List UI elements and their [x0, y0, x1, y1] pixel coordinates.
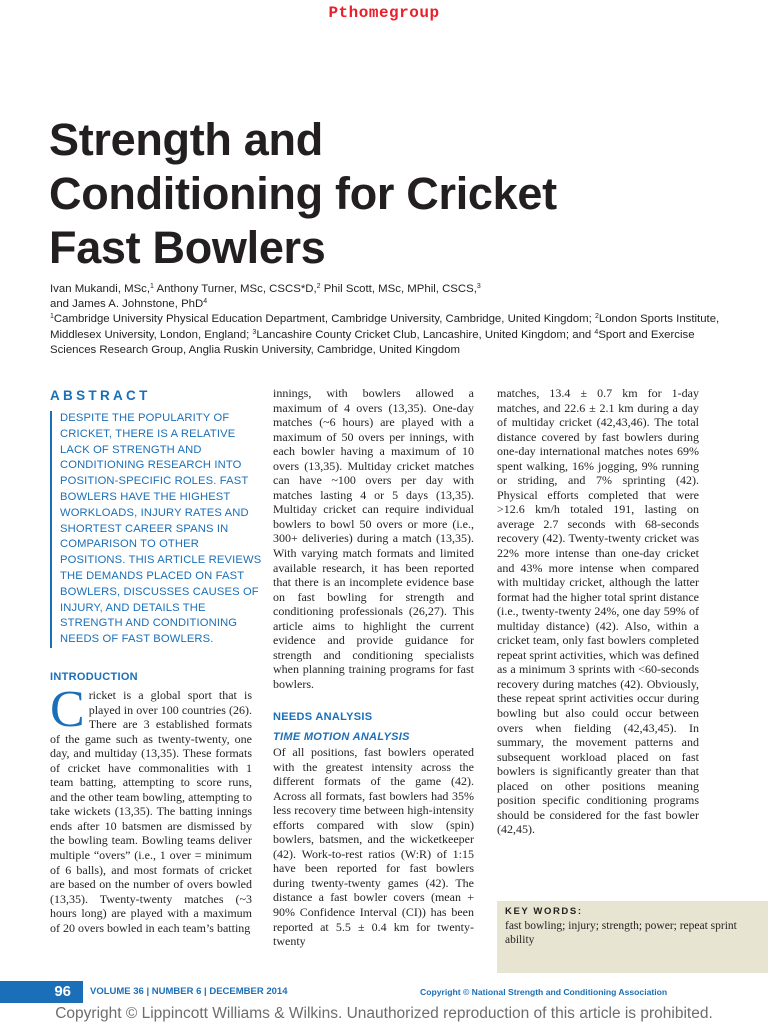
- affil-2: London Sports Institute, Middlesex University, London, England;: [50, 313, 720, 341]
- page-number: 96: [0, 981, 83, 1003]
- time-motion-body: Of all positions, fast bowlers operated with the greatest intensity across the different formats of the game (42). Across all formats, fast bowlers had 35% less recovery time between high-intensity efforts compared with slow (spin) bowlers, batsmen, and the wicketkeeper (42). Work-to-rest ratios (W:R) of 1:15 have been reported for fast bowlers during twenty-twenty games (42). The distance a fast bowler covers (mean + 90% Confidence Interval (CI)) has been reported at 5.5 ± 0.4 km for twenty-twenty: [273, 745, 474, 949]
- author-1: Ivan Mukandi, MSc,: [50, 283, 151, 295]
- affiliations: [50, 312, 720, 358]
- needs-analysis-heading: NEEDS ANALYSIS: [273, 711, 373, 723]
- author-4-sup: 4: [203, 298, 208, 306]
- abstract-heading: ABSTRACT: [50, 388, 151, 403]
- author-3: Phil Scott, MSc, MPhil, CSCS,: [320, 283, 477, 295]
- article-title: [49, 113, 739, 275]
- title-line-1: Strength and: [49, 114, 323, 165]
- volume-info: VOLUME 36 | NUMBER 6 | DECEMBER 2014: [90, 986, 288, 997]
- introduction-body: ricket is a global sport that is played in over 100 countries (26). There are 3 established formats of the game such as twenty-twenty, one day, and multiday (13,35). These formats of cricket have commonalities with 1 team batting, attempting to score runs, and the other team bowling, attempting to take wickets (13,35). The batting innings ends after 10 batsmen are dismissed by the bowling team. Bowling teams deliver multiple “overs” (i.e., 1 over = minimum of 6 balls), and most formats of cricket are based on the number of overs bowled (13,35). Twenty-twenty matches (~3 hours long) are played with a maximum of 20 overs bowled in each team’s batting: [50, 688, 252, 935]
- affil-1-sup: 1: [50, 313, 54, 321]
- column-3-text: [497, 386, 699, 837]
- title-line-3: Fast Bowlers: [49, 222, 326, 273]
- title-line-2: Conditioning for Cricket: [49, 168, 557, 219]
- copyright-notice: Copyright © Lippincott Williams & Wilkins. Unauthorized reproduction of this article is prohibited.: [55, 1005, 713, 1022]
- column-3-body: matches, 13.4 ± 0.7 km for 1-day matches, and 22.6 ± 2.1 km during a day of multiday cricket (42,43,46). The total distance covered by fast bowlers during one-day international matches notes 69% spent walking, 16% jogging, 9% running or striding, and 7% sprinting (42). Physical efforts completed that were >12.6 km/h totaled 191, lasting on average 2.7 seconds with 68-seconds recovery (42). Twenty-twenty cricket was 22% more intense than one-day cricket and 43% more intense when compared with multiday cricket, although the latter format had the higher total sprint distance (i.e., twenty-twenty 24%, one day 59% of multiday distance) (42). Also, within a cricket team, only fast bowlers completed repeat sprint activities, which was defined as a minimum 3 sprints with <60-seconds recovery during matches (42). Obviously, these repeat sprint activities occur during bowling but also could occur between overs when fielding (42,43,45). In summary, the movement patterns and subsequent workload placed on fast bowlers is significantly greater than that placed on other positions meaning position specific conditioning programs should be considered for the fast bowler (42,45).: [497, 386, 699, 837]
- page-footer: [0, 981, 768, 1003]
- introduction-heading: INTRODUCTION: [50, 671, 138, 683]
- affil-4-sup: 4: [594, 328, 599, 336]
- author-2-sup: 2: [316, 283, 321, 290]
- keywords-box: [497, 901, 768, 973]
- author-2: Anthony Turner, MSc, CSCS*D,: [153, 283, 317, 295]
- affil-2-sup: 2: [594, 313, 599, 321]
- watermark-text: Pthomegroup: [328, 4, 440, 22]
- affil-3-sup: 3: [252, 328, 257, 336]
- time-motion-text: [273, 745, 474, 949]
- time-motion-heading: TIME MOTION ANALYSIS: [273, 731, 410, 743]
- affil-3: Lancashire County Cricket Club, Lancashire, United Kingdom; and: [256, 328, 595, 341]
- introduction-text-column: [50, 681, 252, 935]
- author-1-sup: 1: [150, 283, 154, 290]
- affil-4: Sport and Exercise Sciences Research Group, Anglia Ruskin University, Cambridge, United Kingdom: [50, 328, 695, 356]
- author-block: [50, 282, 720, 358]
- keywords-text: fast bowling; injury; strength; power; repeat sprint ability: [505, 920, 737, 946]
- keywords-label: KEY WORDS:: [505, 906, 583, 917]
- drop-cap: C: [50, 681, 85, 738]
- abstract-text: DESPITE THE POPULARITY OF CRICKET, THERE IS A RELATIVE LACK OF STRENGTH AND CONDITIONING RESEARCH INTO POSITION-SPECIFIC ROLES. FAST BOWLERS HAVE THE HIGHEST WORKLOADS, INJURY RATES AND SHORTEST CAREER SPANS IN COMPARISON TO OTHER POSITIONS. THIS ARTICLE REVIEWS THE DEMANDS PLACED ON FAST BOWLERS, DISCUSSES CAUSES OF INJURY, AND DETAILS THE STRENGTH AND CONDITIONING NEEDS OF FAST BOWLERS.: [50, 411, 265, 648]
- author-4: and James A. Johnstone, PhD: [50, 298, 204, 311]
- author-3-sup: 3: [476, 283, 481, 290]
- column-2-body: innings, with bowlers allowed a maximum of 4 overs (13,35). One-day matches (~6 hours) are played with a maximum of 50 overs per innings, with each bowler having a maximum of 10 overs (13,35). Multiday cricket matches can have ~100 overs per day with matches lasting 4 or 5 days (13,35). Multiday cricket can require individual bowlers to bowl 50 overs or more (i.e., 300+ deliveries) during a match (13,35). With varying match formats and limited available research, it has been reported that there is an incomplete evidence base on fast bowling for strength and conditioning professionals (26,27). This article aims to highlight the current evidence and provide guidance for strength and conditioning specialists when planning training programs for fast bowlers.: [273, 386, 474, 691]
- author-list: [50, 282, 720, 312]
- affil-1: Cambridge University Physical Education Department, Cambridge University, Cambridge, United Kingdom;: [53, 313, 595, 326]
- column-2-text: [273, 386, 474, 691]
- footer-copyright: Copyright © National Strength and Conditioning Association: [420, 987, 668, 997]
